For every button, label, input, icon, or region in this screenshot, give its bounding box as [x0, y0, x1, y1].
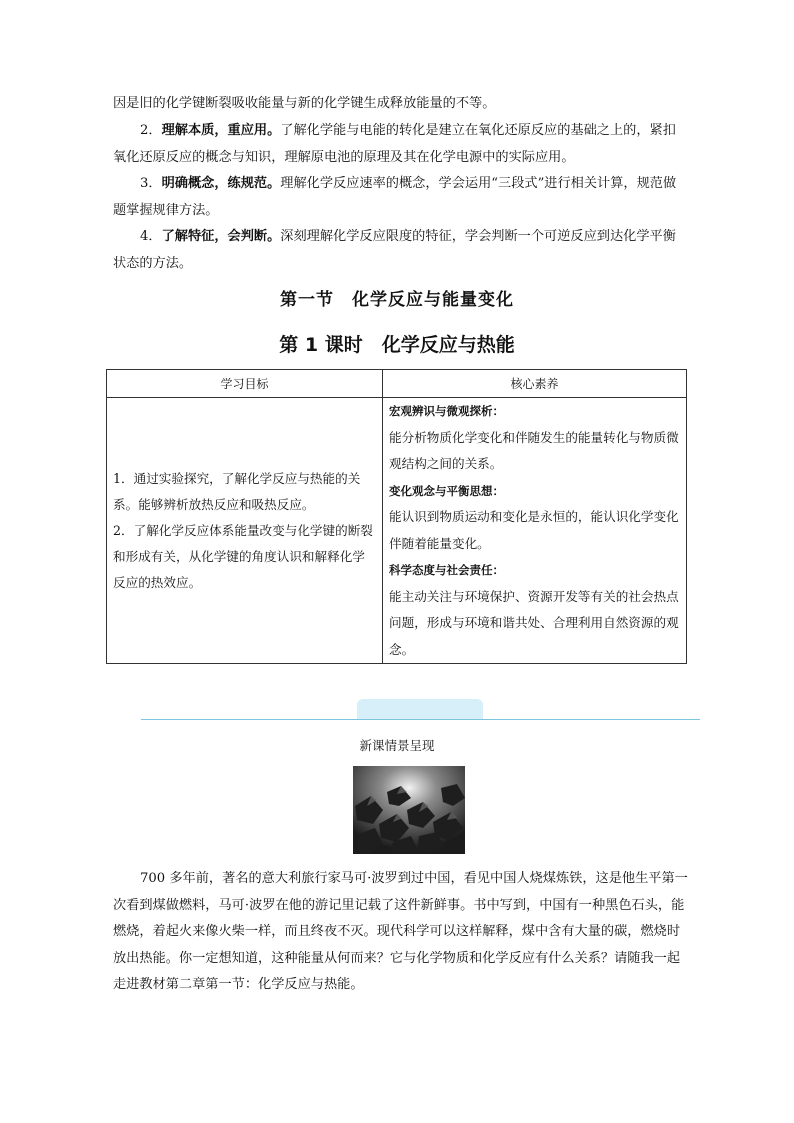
table-header-goals: 学习目标: [107, 370, 383, 398]
literacy-desc: 能分析物质化学变化和伴随发生的能量转化与物质微观结构之间的关系。: [389, 429, 679, 471]
point-text: 深刻理解化学反应限度的特征，学会判断一个可逆反应到达化学平衡状态的方法。: [113, 229, 676, 271]
point-number: 4．: [140, 229, 162, 244]
lesson-title: 第 1 课时 化学反应与热能: [279, 334, 515, 356]
point-text: 了解化学能与电能的转化是建立在氧化还原反应的基础之上的，紧扣氧化还原反应的概念与知识，理解原电池的原理及其在化学电源中的实际应用。: [113, 123, 676, 165]
literacy-desc: 能主动关注与环境保护、资源开发等有关的社会热点问题，形成与环境和谐共处、合理利用自然资源的观念。: [389, 588, 679, 657]
intro-line: 因是旧的化学键断裂吸收能量与新的化学键生成释放能量的不等。: [113, 96, 496, 111]
point-heading: 理解本质，重应用。: [161, 123, 281, 138]
literacy-desc: 能认识到物质运动和变化是永恒的，能认识化学变化伴随着能量变化。: [389, 509, 679, 551]
scene-label: 新课情景呈现: [359, 738, 435, 753]
goals-cell: [107, 398, 383, 664]
section-divider: [141, 719, 700, 720]
literacy-aspect: 科学态度与社会责任：: [389, 563, 504, 577]
coal-photo: [353, 766, 465, 854]
literacy-aspect: 宏观辨识与微观探析：: [389, 404, 504, 418]
point-heading: 了解特征，会判断。: [161, 229, 281, 244]
table-header-literacy: 核心素养: [383, 370, 687, 398]
story-paragraph: 700 多年前，著名的意大利旅行家马可·波罗到过中国，看见中国人烧煤炼铁，这是他生平第一次看到煤做燃料，马可·波罗在他的游记里记载了这件新鲜事。书中写到，中国有一种黑色石头，能燃烧，着起火来像火柴一样，而且终夜不灭。现代科学可以这样解释，煤中含有大量的碳，燃烧时放出热能。你一定想知道，这种能量从何而来？它与化学物质和化学反应有什么关系？请随我一起走进教材第二章第一节：化学反应与热能。: [113, 871, 688, 992]
goal-item: 2．了解化学反应体系能量改变与化学键的断裂和形成有关，从化学键的角度认识和解释化学反应的热效应。: [113, 522, 373, 590]
point-number: 3．: [140, 176, 162, 191]
literacy-aspect: 变化观念与平衡思想：: [389, 483, 504, 498]
goal-item: 1．通过实验探究，了解化学反应与热能的关系。能够辨析放热反应和吸热反应。: [113, 470, 361, 512]
point-4: [113, 224, 688, 277]
coal-image: [353, 766, 465, 854]
point-number: 2．: [140, 123, 162, 138]
literacy-cell: [383, 398, 687, 664]
point-2: [113, 118, 688, 171]
point-heading: 明确概念，练规范。: [161, 176, 281, 191]
section-tab: [357, 699, 483, 719]
point-text: 理解化学反应速率的概念，学会运用“三段式”进行相关计算，规范做题掌握规律方法。: [113, 176, 677, 218]
goals-table: [106, 369, 687, 664]
section-title: 第一节 化学反应与能量变化: [280, 290, 514, 310]
point-3: [113, 171, 688, 224]
